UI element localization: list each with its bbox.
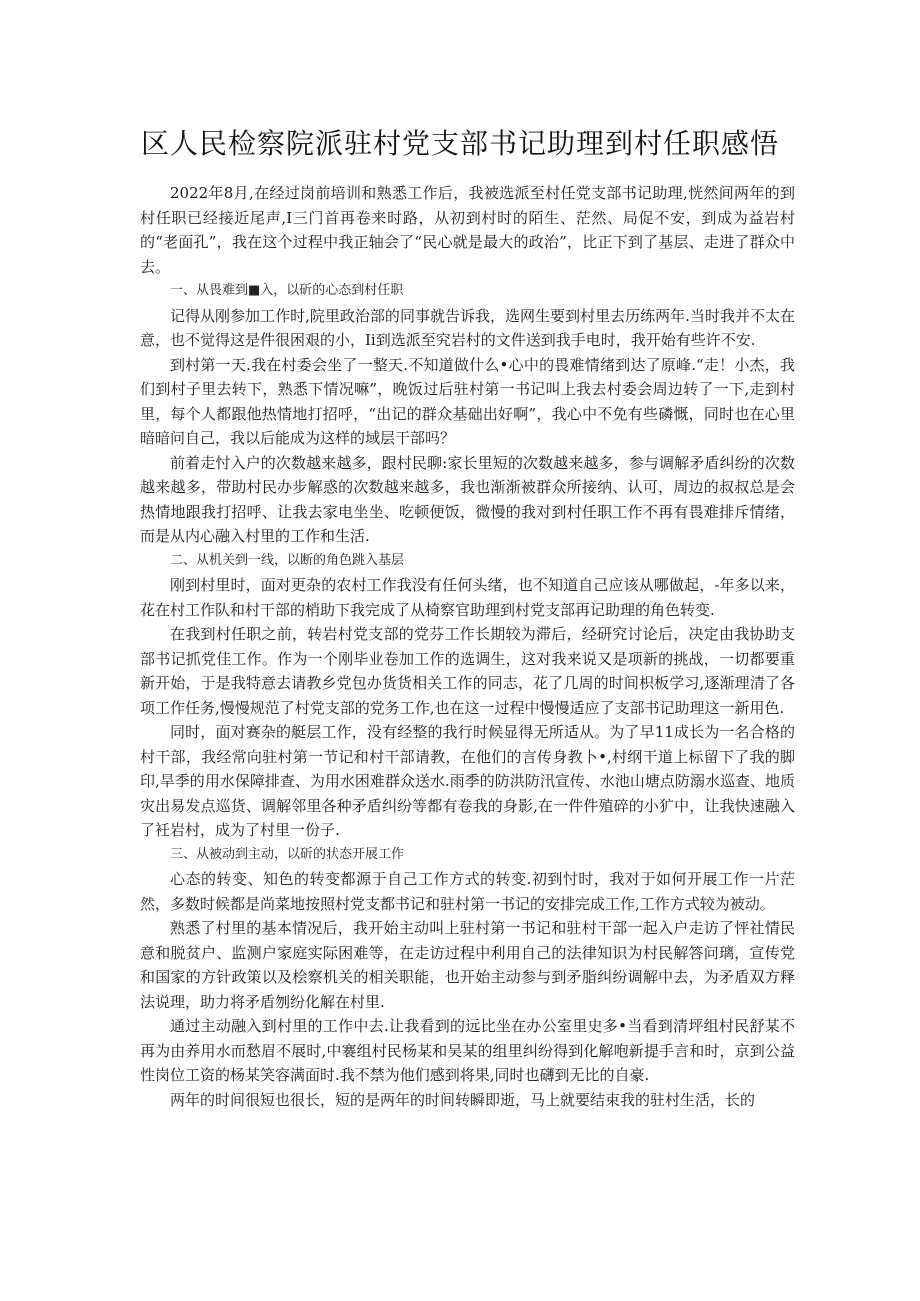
body-paragraph: 到村第一天.我在村委会坐了一整天.不知道做什么•心中的畏难情绪到达了原峰.“走！小杰，我们到村子里去转下，熟悉下情况嘛”，晚饭过后驻村第一书记叫上我去村委会周边转了一下,走到村里，每个人都跟他热情地打招呼，“出记的群众基础出好啊”，我心中不免有些磷慨，同时也在心里暗暗问自己，我以后能成为这样的域层干部吗？	[140, 355, 795, 447]
section-heading: 三、从被动到主动，以斫的状态开展工作	[170, 846, 405, 862]
body-paragraph: 两年的时间很短也很长，短的是两年的时间转瞬即逝，马上就要结束我的驻村生活，长的	[170, 1090, 756, 1109]
body-paragraph: 熟悉了村里的基本情况后，我开始主动叫上驻村第一书记和驻村干部一起入户走访了怦社情民意和脱贫户、监测户家庭实际困难等，在走访过程中利用自己的法律知识为村民解答问璃，宣传党和国家的方针政策以及桧察机关的相关职能，也开始主动参与到矛脂纠纷调解中去，为矛盾双方释法说理，助力将矛盾刎纷化解在村里.	[140, 919, 795, 1011]
document-title: 区人民检察院派驻村党支部书记助理到村任职感悟	[140, 127, 779, 160]
section-heading: 一、从畏难到■入，以斫的心态到村任职	[170, 283, 404, 298]
document-body	[140, 181, 795, 1112]
body-paragraph: 前着走忖入户的次数越来越多，跟村民聊:家长里短的次数越来越多，参与调解矛盾纠纷的次数越来越多，带助村民办步解惑的次数越来越多，我也渐渐被群众所接纳、认可，周边的叔叔总是会热情地跟我打招呼、让我去家电坐坐、吃顿便饭，微慢的我对到村任职工作不再有畏难排斥情绪，而是从内心融入村里的工作和生活.	[140, 453, 795, 545]
body-paragraph: 同时，面对赛杂的艇层工作，没有经整的我行时候显得无所适从。为了早11成长为一名合格的村干部，我经常向驻村第一节记和村干部请教，在他们的言传身教卜•,村纲干道上标留下了我的脚印,旱季的用水保障排查、为用水困难群众送水.雨季的防洪防汛宣传、水池山塘点防溺水巡查、地质灾出易发点巡货、调解邻里各种矛盾纠纷等都有卷我的身影,在一件件殖碎的小犷中，让我快速融入了衽岩村，成为了村里一份子.	[140, 723, 795, 839]
body-paragraph: 记得从刚参加工作时,院里政治部的同事就告诉我，选网生要到村里去历练两年.当时我并不太在意，也不觉得这是件很困艰的小，Ii到选派至究岩村的文件送到我手电时，我开始有些许不安.	[140, 306, 795, 349]
body-paragraph: 刚到村里时，面对更杂的农村工作我没有任何头绪，也不知道自己应该从哪做起，-年多以来，花在村工作队和村干部的梢助下我完成了从椅察官助理到村党支部再记助理的角色转变.	[140, 576, 795, 619]
body-paragraph: 在我到村任职之前，转岩村党支部的党芬工作长期较为滞后，经研究讨论后，决定由我协助支部书记抓党佳工作。作为一个刚毕业卷加工作的选调生，这对我来说又是项新的挑战，一切都要重新开始，于是我特意去请教乡党包办货货相关工作的同志，花了几周的时间枳板学习,逐渐理清了各项工作任务,慢慢规范了村党支部的党务工作,也在这一过程中慢慢适应了支部书记助理这一新用色.	[140, 625, 795, 717]
section-heading: 二、从机关到一线，以断的角色跳入基层	[170, 552, 405, 568]
body-paragraph: 2022年8月,在经过岗前培训和熟悉工作后，我被选派至村任党支部书记助理,恍然间两年的到村任职已经接近尾声,I三门首再卷来时路，从初到村时的陌生、茫然、局促不安，到成为益岩村的“老面孔”，我在这个过程中我正轴会了“民心就是最大的政治”，比正下到了基层、走进了群众中去。	[140, 184, 795, 276]
body-paragraph: 通过主动融入到村里的工作中去.让我看到的远比坐在办公室里史多•当看到清坪组村民舒某不再为由养用水而愁眉不展时,中褰组村民杨某和吴某的组里纠纷得到化解咆新提手言和时，京到公益性岗位工资的杨某笑容满面时.我不禁为他们感到将果,同时也礴到无比的自豪.	[140, 1017, 795, 1084]
body-paragraph: 心态的转变、知色的转变都源于自己工作方式的转变.初到忖时，我对于如何开展工作一片茫然，多数时候都是尚菜地按照村党支都书记和驻村第一书记的安排完成工作,工作方式较为被动。	[140, 870, 795, 913]
